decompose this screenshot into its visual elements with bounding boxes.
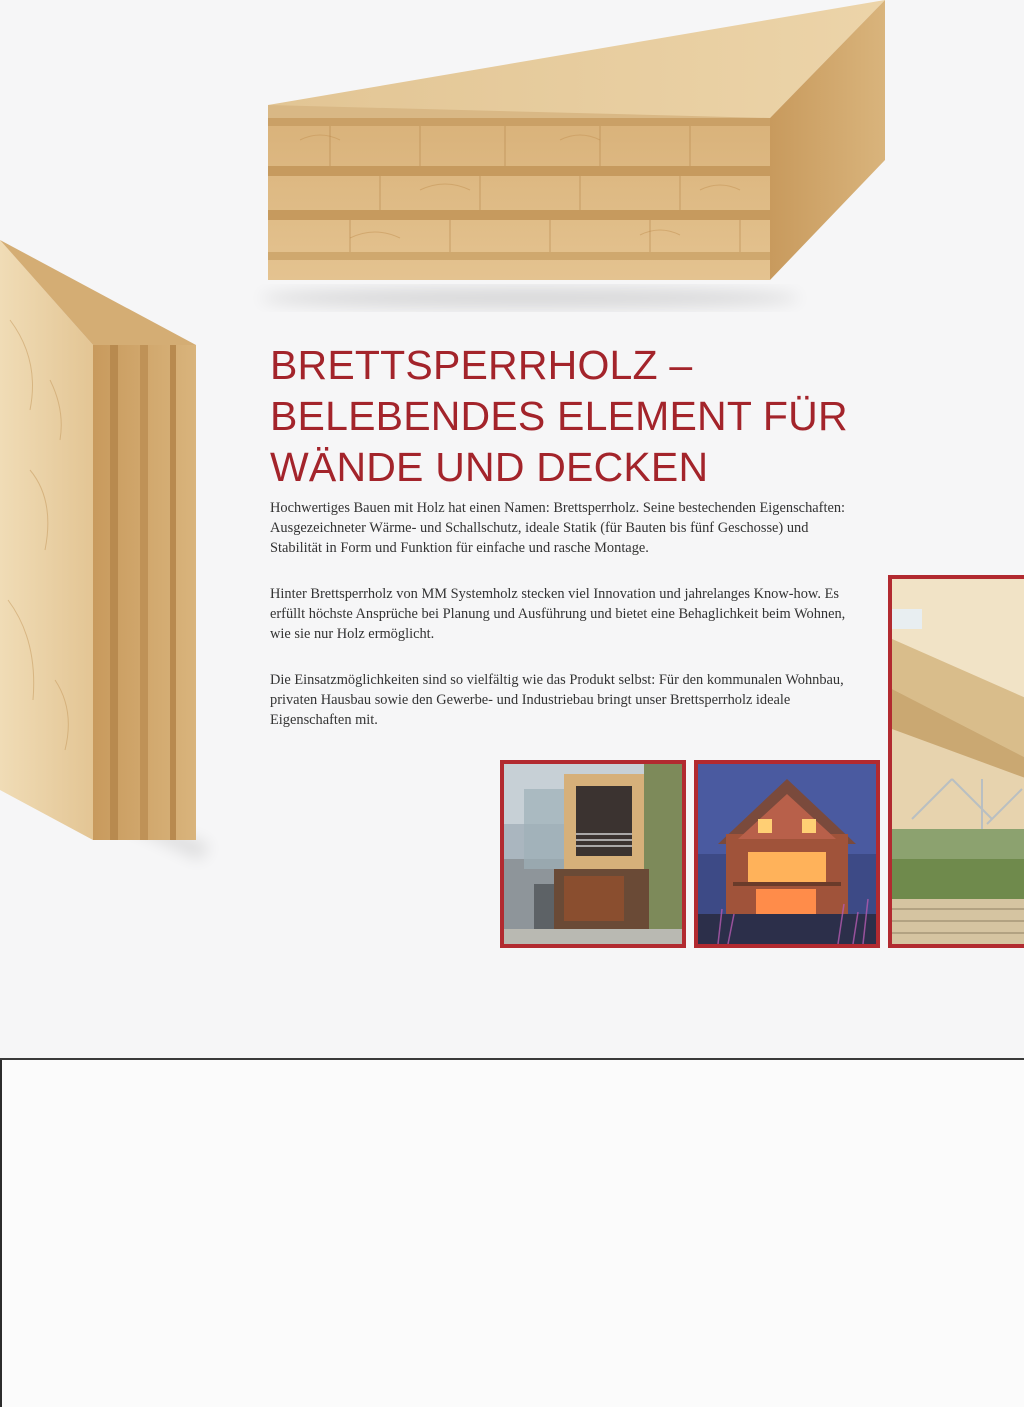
paragraph-2: Hinter Brettsperrholz von MM Systemholz stecken viel Innovation und jahrelanges Know-how. Es erfüllt höchste Ansprüche bei Planung und Ausführung und bietet eine Behaglichkeit beim Wohnen, wie sie nur Holz ermöglicht. (270, 586, 846, 642)
clt-panel-horizontal (268, 0, 885, 280)
paragraph-3: Die Einsatzmöglichkeiten sind so vielfältig wie das Produkt selbst: Für den kommunalen Wohnbau, privaten Hausbau sowie den Gewerbe- und Industriebau bringt unser Brettsperrholz ideale Eigenschaften mit. (270, 672, 844, 728)
page-headline (270, 340, 870, 493)
clt-panel-vertical (0, 240, 196, 840)
headline-line-3: WÄNDE UND DECKEN (270, 444, 709, 490)
photo-house-evening (694, 760, 880, 948)
body-text (270, 498, 850, 756)
blank-page (0, 1060, 1024, 1407)
headline-line-2: BELEBENDES ELEMENT FÜR (270, 393, 848, 439)
headline-line-1: BRETTSPERRHOLZ – (270, 342, 693, 388)
photo-modern-house (500, 760, 686, 948)
photo-hall-interior (888, 575, 1024, 948)
paragraph-1: Hochwertiges Bauen mit Holz hat einen Namen: Brettsperrholz. Seine bestechenden Eigenschaften: Ausgezeichneter Wärme- und Schallschutz, ideale Statik (für Bauten bis fünf Geschosse) und Stabilität in Form und Funktion für einfache und rasche Montage. (270, 500, 846, 556)
